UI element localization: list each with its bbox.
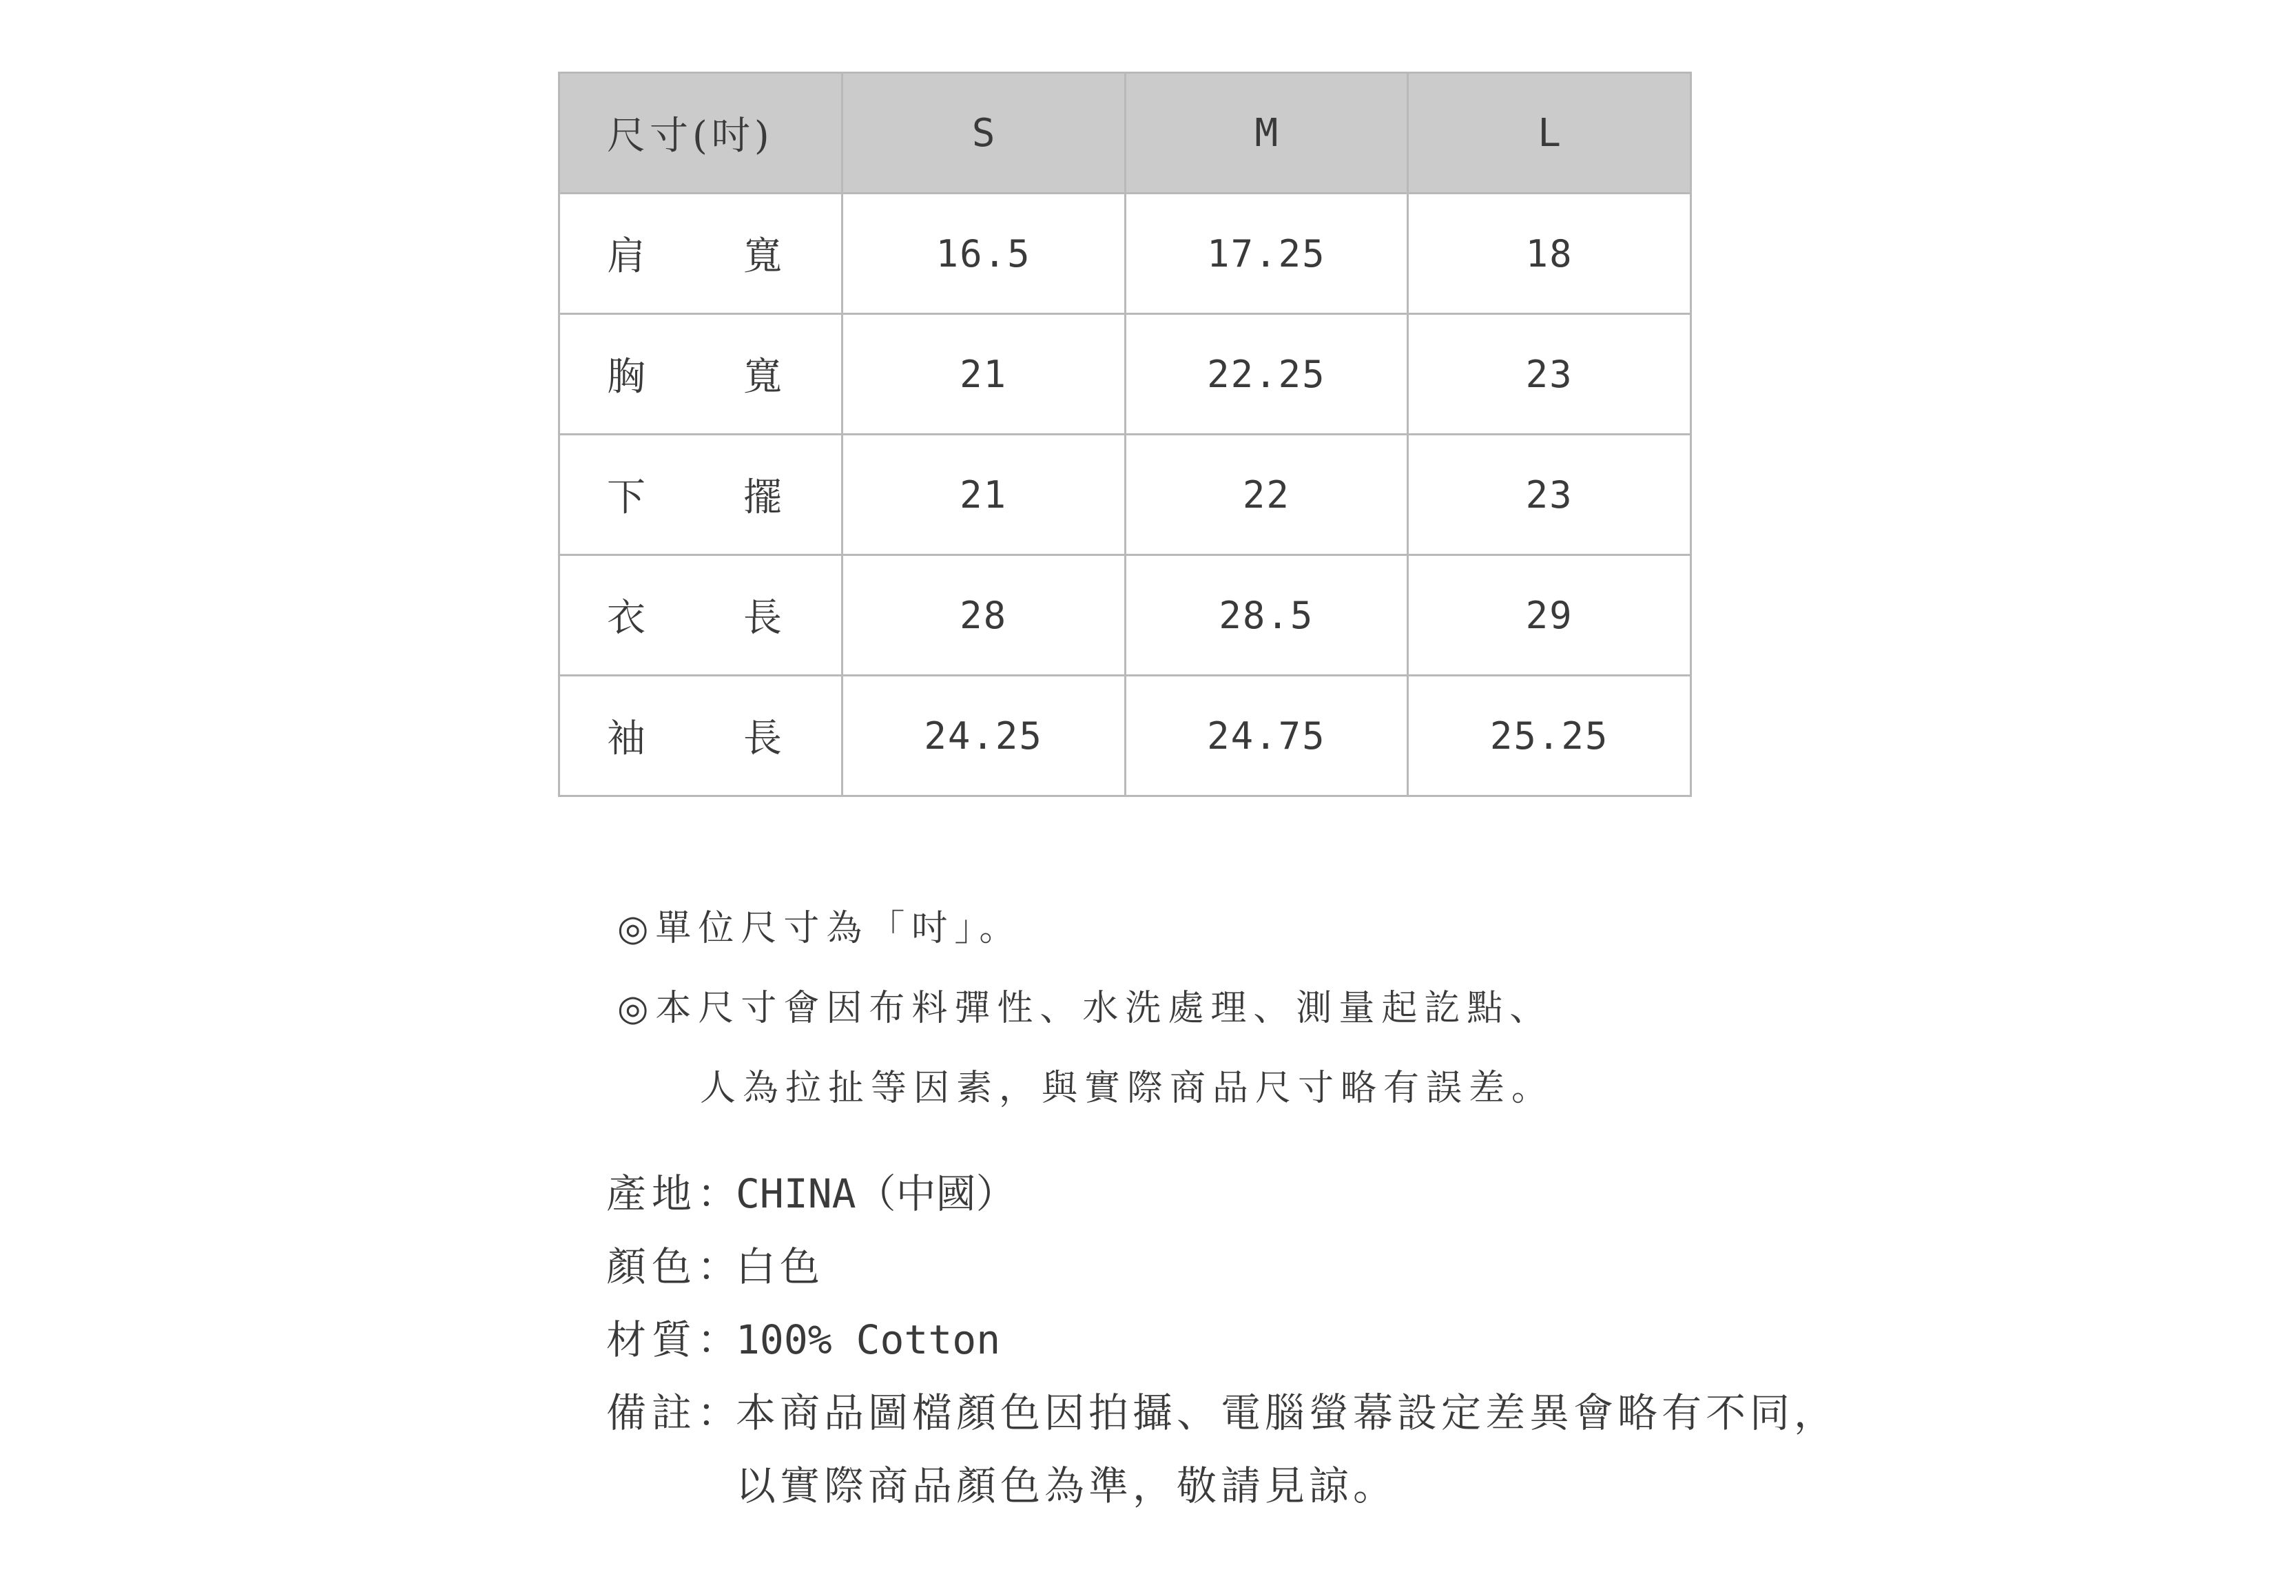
table-row — [559, 435, 1691, 555]
table-cell: 22 — [1125, 435, 1408, 555]
note-variance-cont: 人為拉扯等因素，與實際商品尺寸略有誤差。 — [700, 1068, 1555, 1109]
header-size-l: L — [1408, 73, 1691, 194]
header-size-m: M — [1125, 73, 1408, 194]
table-cell: 25.25 — [1408, 676, 1691, 796]
remark-cont: 以實際商品顏色為準，敬請見諒。 — [736, 1462, 1398, 1509]
table-row — [559, 676, 1691, 796]
material-label: 材質： — [606, 1316, 743, 1363]
note-unit: ◎單位尺寸為「吋」。 — [617, 908, 1022, 949]
table-cell: 24.75 — [1125, 676, 1408, 796]
table-cell: 23 — [1408, 435, 1691, 555]
size-chart-table — [558, 72, 1692, 797]
table-cell: 24.25 — [842, 676, 1125, 796]
table-cell: 17.25 — [1125, 194, 1408, 314]
remark-label: 備註： — [606, 1389, 743, 1436]
table-cell: 28 — [842, 555, 1125, 676]
remark-row — [606, 1376, 1984, 1449]
origin-value: CHINA（中國） — [736, 1170, 1016, 1217]
row-label-hem: 下 擺 — [559, 435, 842, 555]
color-label: 顏色： — [606, 1243, 743, 1290]
product-info — [606, 1157, 1984, 1522]
size-notes — [617, 889, 1788, 1128]
origin-label: 產地： — [606, 1170, 743, 1217]
header-size-unit: 尺寸(吋) — [559, 73, 842, 194]
row-label-chest: 胸 寬 — [559, 314, 842, 435]
table-cell: 21 — [842, 435, 1125, 555]
material-row — [606, 1303, 1984, 1376]
row-label-shoulder: 肩 寬 — [559, 194, 842, 314]
table-cell: 16.5 — [842, 194, 1125, 314]
color-row — [606, 1230, 1984, 1303]
table-cell: 22.25 — [1125, 314, 1408, 435]
header-size-s: S — [842, 73, 1125, 194]
note-variance: ◎本尺寸會因布料彈性、水洗處理、測量起訖點、 — [617, 988, 1553, 1029]
table-row — [559, 194, 1691, 314]
remark-value: 本商品圖檔顏色因拍攝、電腦螢幕設定差異會略有不同， — [736, 1389, 1839, 1436]
table-header-row — [559, 73, 1691, 194]
table-cell: 18 — [1408, 194, 1691, 314]
table-cell: 29 — [1408, 555, 1691, 676]
origin-row — [606, 1157, 1984, 1230]
table-cell: 21 — [842, 314, 1125, 435]
row-label-sleeve: 袖 長 — [559, 676, 842, 796]
material-value: 100% Cotton — [736, 1316, 1001, 1363]
color-value: 白色 — [736, 1243, 825, 1290]
table-cell: 23 — [1408, 314, 1691, 435]
row-label-length: 衣 長 — [559, 555, 842, 676]
table-row — [559, 314, 1691, 435]
table-cell: 28.5 — [1125, 555, 1408, 676]
table-row — [559, 555, 1691, 676]
